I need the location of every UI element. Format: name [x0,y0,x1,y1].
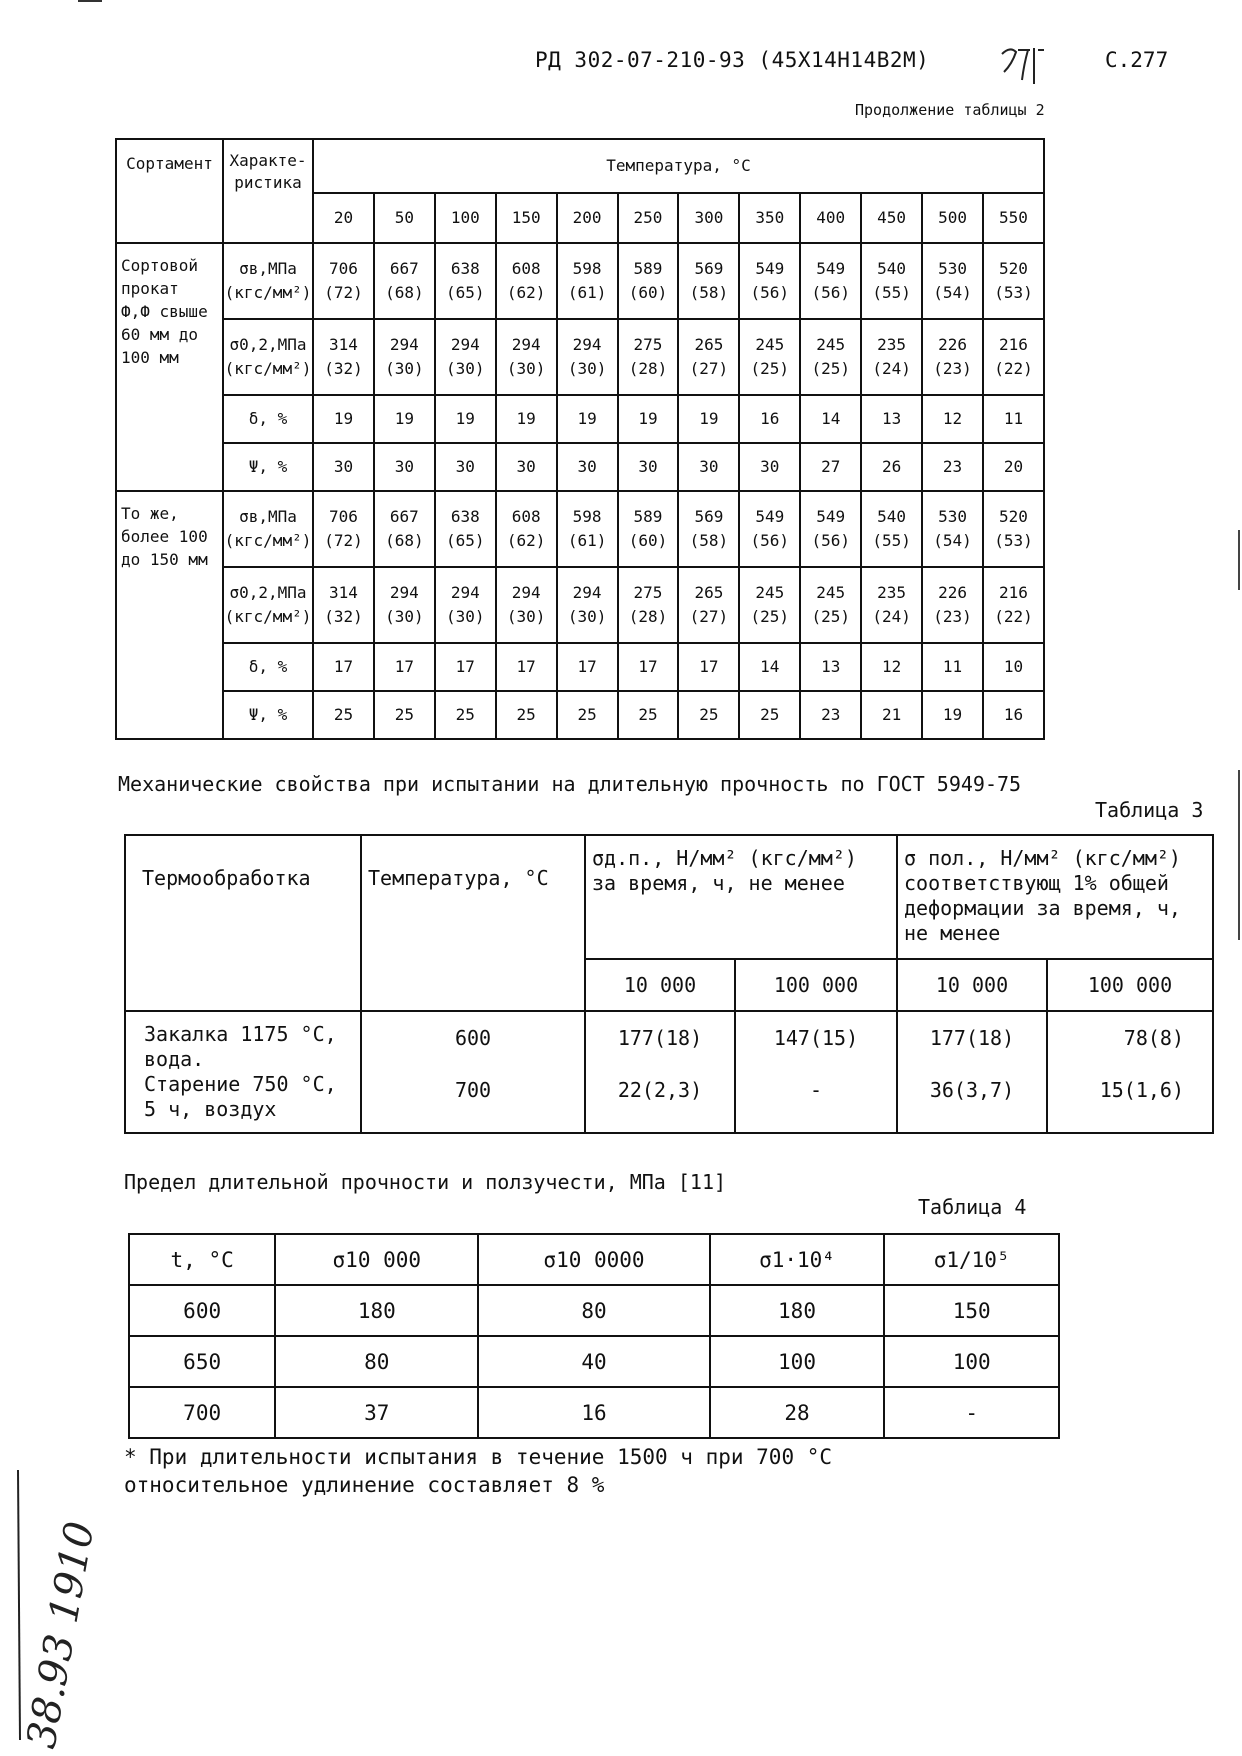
value-cell: 17 [496,643,557,691]
cell-value: 22(2,3) [617,1078,703,1102]
value-cell: 265 (27) [678,319,739,395]
value-cell: 80 [275,1336,478,1387]
value-cell: 598 (61) [557,491,618,567]
value-cell: 638 (65) [435,491,496,567]
value-cell: 30 [435,443,496,491]
value-cell: 180 [710,1285,885,1336]
value-cell: 180 [275,1285,478,1336]
handwritten-page-number-image [998,44,1048,88]
value-cell: 13 [861,395,922,443]
table-row [116,319,1044,395]
subcol-100000: 100 000 [1047,959,1213,1011]
characteristic-cell: δ, % [223,643,313,691]
value-cell: 549 (56) [800,243,861,319]
column-header: σ10 000 [275,1234,478,1285]
value-cell: 226 (23) [922,319,983,395]
svg-text:38.93 1910: 38.93 1910 [18,1518,104,1752]
value-cell: 11 [983,395,1044,443]
value-cell: 275 (28) [618,319,679,395]
value-cell: 569 (58) [678,491,739,567]
value-cell: 589 (60) [618,243,679,319]
value-cell: 245 (25) [800,567,861,643]
subcol-10000: 10 000 [897,959,1047,1011]
value-cell: 549 (56) [739,243,800,319]
handwritten-margin-note-image [6,1450,104,1752]
value-cell: 27 [800,443,861,491]
value-cell: 30 [374,443,435,491]
subcol-100000: 100 000 [735,959,897,1011]
value-cell: 294 (30) [435,319,496,395]
value-cell: 540 (55) [861,243,922,319]
value-cell: 16 [983,691,1044,739]
table-continuation-label: Продолжение таблицы 2 [855,101,1045,119]
column-header: σ1·10⁴ [710,1234,885,1285]
long-term-strength-table [124,834,1214,1134]
col-temperature: Температура, °С [361,835,585,1011]
col-temperature: Температура, °С [313,139,1044,193]
value-cell: 17 [618,643,679,691]
temp-header: 250 [618,193,679,243]
value-cell: 25 [739,691,800,739]
characteristic-cell: δ, % [223,395,313,443]
value-cell: 14 [800,395,861,443]
temp-header: 20 [313,193,374,243]
value-cell: 700 [129,1387,275,1438]
temp-header: 100 [435,193,496,243]
value-cell: 650 [129,1336,275,1387]
characteristic-cell: σ0,2,МПа (кгс/мм²) [223,567,313,643]
value-cell: 25 [557,691,618,739]
value-cell: 235 (24) [861,567,922,643]
value-cell: 520 (53) [983,491,1044,567]
value-cell: 275 (28) [618,567,679,643]
cell-value: 177(18) [929,1026,1015,1050]
value-cell: 30 [557,443,618,491]
value-cell: 30 [739,443,800,491]
value-cell: 706 (72) [313,491,374,567]
value-cell: 294 (30) [374,567,435,643]
value-cell: 19 [618,395,679,443]
value-cell: 100 [884,1336,1059,1387]
value-cell: 17 [678,643,739,691]
value-cell: 14 [739,643,800,691]
value-cell: 16 [739,395,800,443]
cell-value: 78(8) [1123,1026,1184,1050]
value-cell: 245 (25) [739,319,800,395]
value-cell: 294 (30) [435,567,496,643]
value-cell: 28 [710,1387,885,1438]
column-header: t, °С [129,1234,275,1285]
value-cell: 608 (62) [496,243,557,319]
col-creep-limit: σ пол., Н/мм² (кгс/мм²) соответствующ 1% общей деформации за время, ч, не менее [897,835,1213,959]
table3-caption: Механические свойства при испытании на длительную прочность по ГОСТ 5949-75 [118,772,1022,796]
value-cell: 12 [922,395,983,443]
table-row [116,443,1044,491]
value-cell: 294 (30) [496,319,557,395]
value-cell [735,1011,897,1133]
page-number: С.277 [1105,48,1169,72]
value-cell: 30 [313,443,374,491]
temp-header: 300 [678,193,739,243]
col-characteristic: Характе- ристика [223,139,313,243]
mechanical-properties-table [115,138,1045,740]
value-cell: 25 [678,691,739,739]
value-cell: 19 [313,395,374,443]
value-cell: 37 [275,1387,478,1438]
temperature-cell [361,1011,585,1133]
value-cell: 11 [922,643,983,691]
value-cell: 25 [496,691,557,739]
value-cell: 23 [922,443,983,491]
value-cell: 226 (23) [922,567,983,643]
value-cell: 13 [800,643,861,691]
value-cell: 19 [557,395,618,443]
characteristic-cell: σв,МПа (кгс/мм²) [223,491,313,567]
value-cell: 549 (56) [800,491,861,567]
table-row [116,691,1044,739]
value-cell: 216 (22) [983,319,1044,395]
value-cell: 150 [884,1285,1059,1336]
value-cell: 30 [618,443,679,491]
sortament-cell: То же, более 100 до 150 мм [116,491,223,739]
value-cell: 589 (60) [618,491,679,567]
temp-header: 550 [983,193,1044,243]
value-cell: 12 [861,643,922,691]
table-row [129,1336,1059,1387]
value-cell: 314 (32) [313,319,374,395]
value-cell: 17 [435,643,496,691]
value-cell: 667 (68) [374,243,435,319]
column-header: σ1/10⁵ [884,1234,1059,1285]
temp-header: 350 [739,193,800,243]
value-cell: 25 [313,691,374,739]
cell-value: - [809,1078,823,1102]
value-cell: 235 (24) [861,319,922,395]
value-cell: 667 (68) [374,491,435,567]
value-cell: 19 [922,691,983,739]
value-cell: 30 [496,443,557,491]
table-row [116,643,1044,691]
value-cell: 16 [478,1387,709,1438]
value-cell: 23 [800,691,861,739]
characteristic-cell: Ψ, % [223,691,313,739]
top-tick-mark [78,0,102,2]
value-cell [897,1011,1047,1133]
table-row [129,1285,1059,1336]
value-cell: 706 (72) [313,243,374,319]
value-cell: 520 (53) [983,243,1044,319]
value-cell: 608 (62) [496,491,557,567]
value-cell: 569 (58) [678,243,739,319]
table4-label: Таблица 4 [918,1195,1027,1219]
document-code: РД 302-07-210-93 (45Х14Н14В2М) [535,48,930,72]
column-header: σ10 0000 [478,1234,709,1285]
temp-header: 150 [496,193,557,243]
col-sortament: Сортамент [116,139,223,243]
value-cell: 216 (22) [983,567,1044,643]
temp-header: 400 [800,193,861,243]
value-cell: 80 [478,1285,709,1336]
value-cell: 17 [374,643,435,691]
value-cell [585,1011,735,1133]
value-cell: 265 (27) [678,567,739,643]
value-cell: 600 [129,1285,275,1336]
scan-edge-mark [1238,770,1240,940]
value-cell: 314 (32) [313,567,374,643]
col-heat-treatment: Термообработка [125,835,361,1011]
value-cell: 19 [678,395,739,443]
value-cell: 245 (25) [800,319,861,395]
subcol-10000: 10 000 [585,959,735,1011]
temp-header: 200 [557,193,618,243]
value-cell: 19 [496,395,557,443]
value-cell: 20 [983,443,1044,491]
footnote: * При длительности испытания в течение 1500 ч при 700 °С относительное удлинение составляет 8 % [124,1445,833,1497]
value-cell: 100 [710,1336,885,1387]
value-cell: 17 [313,643,374,691]
value-cell [1047,1011,1213,1133]
value-cell: 25 [374,691,435,739]
table4-caption: Предел длительной прочности и ползучести, МПа [11] [124,1170,727,1194]
temp-header: 450 [861,193,922,243]
value-cell: 540 (55) [861,491,922,567]
value-cell: - [884,1387,1059,1438]
table-row [116,567,1044,643]
value-cell: 549 (56) [739,491,800,567]
creep-limit-table [128,1233,1060,1439]
value-cell: 25 [435,691,496,739]
characteristic-cell: σ0,2,МПа (кгс/мм²) [223,319,313,395]
temperature-value: 600 [454,1026,492,1050]
value-cell: 25 [618,691,679,739]
temp-header: 500 [922,193,983,243]
value-cell: 17 [557,643,618,691]
cell-value: 147(15) [773,1026,859,1050]
table-row [129,1387,1059,1438]
value-cell: 530 (54) [922,491,983,567]
value-cell: 40 [478,1336,709,1387]
value-cell: 294 (30) [374,319,435,395]
table-header-row [129,1234,1059,1285]
table-row [116,491,1044,567]
temp-header: 50 [374,193,435,243]
sortament-cell: Сортовой прокат Ф,Ф свыше 60 мм до 100 мм [116,243,223,491]
value-cell: 26 [861,443,922,491]
value-cell: 21 [861,691,922,739]
scan-edge-mark [1238,530,1240,590]
characteristic-cell: σв,МПа (кгс/мм²) [223,243,313,319]
value-cell: 294 (30) [557,567,618,643]
value-cell: 19 [435,395,496,443]
value-cell: 530 (54) [922,243,983,319]
value-cell: 294 (30) [557,319,618,395]
table3-label: Таблица 3 [1095,798,1204,822]
value-cell: 294 (30) [496,567,557,643]
value-cell: 598 (61) [557,243,618,319]
cell-value: 15(1,6) [1099,1078,1184,1102]
value-cell: 638 (65) [435,243,496,319]
value-cell: 245 (25) [739,567,800,643]
cell-value: 177(18) [617,1026,703,1050]
value-cell: 19 [374,395,435,443]
value-cell: 30 [678,443,739,491]
table-row [116,395,1044,443]
characteristic-cell: Ψ, % [223,443,313,491]
cell-value: 36(3,7) [929,1078,1015,1102]
value-cell: 10 [983,643,1044,691]
col-long-strength: σд.п., Н/мм² (кгс/мм²) за время, ч, не менее [585,835,897,959]
table-row [116,243,1044,319]
temperature-value: 700 [454,1078,492,1102]
heat-treatment-cell: Закалка 1175 °С, вода. Старение 750 °С, 5 ч, воздух [125,1011,361,1133]
